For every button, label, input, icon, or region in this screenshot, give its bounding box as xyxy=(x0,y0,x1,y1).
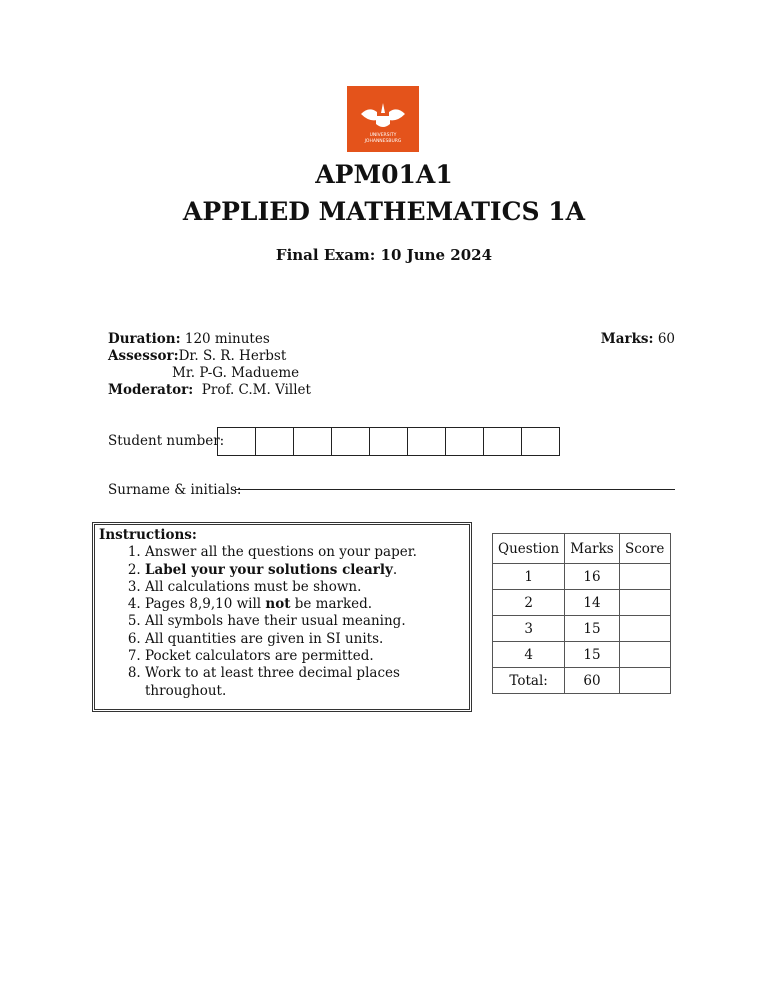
course-code: APM01A1 xyxy=(315,160,453,189)
surname-label: Surname & initials: xyxy=(108,482,242,498)
moderator-line: Moderator: Prof. C.M. Villet xyxy=(108,382,311,398)
digit-box[interactable] xyxy=(408,427,446,456)
assessor-line: Assessor:Dr. S. R. Herbst xyxy=(108,348,287,364)
instruction-item: 4. Pages 8,9,10 will not be marked. xyxy=(145,596,465,613)
table-row xyxy=(493,616,671,642)
surname-line[interactable] xyxy=(235,489,675,490)
digit-box[interactable] xyxy=(294,427,332,456)
instructions-title: Instructions: xyxy=(99,527,197,543)
column-header: Question xyxy=(493,534,565,564)
digit-box[interactable] xyxy=(446,427,484,456)
marks-table xyxy=(492,533,671,694)
score-cell[interactable] xyxy=(619,564,670,590)
assessor-line-2: Mr. P-G. Madueme xyxy=(172,365,300,381)
table-row xyxy=(493,564,671,590)
digit-box[interactable] xyxy=(522,427,560,456)
table-cell: 3 xyxy=(493,616,565,642)
table-cell: 1 xyxy=(493,564,565,590)
instruction-item: 1. Answer all the questions on your paper. xyxy=(145,544,465,561)
score-cell[interactable] xyxy=(619,642,670,668)
instruction-item: 5. All symbols have their usual meaning. xyxy=(145,613,465,630)
table-row xyxy=(493,668,671,694)
digit-box[interactable] xyxy=(484,427,522,456)
instruction-item: 7. Pocket calculators are permitted. xyxy=(145,648,465,665)
table-header xyxy=(493,534,671,564)
table-cell: 16 xyxy=(565,564,619,590)
table-cell: 15 xyxy=(565,616,619,642)
column-header: Score xyxy=(619,534,670,564)
exam-subtitle: Final Exam: 10 June 2024 xyxy=(275,246,493,264)
table-cell: 4 xyxy=(493,642,565,668)
total-marks: Marks: 60 xyxy=(600,331,675,347)
table-cell: 15 xyxy=(565,642,619,668)
course-title: APPLIED MATHEMATICS 1A xyxy=(182,197,586,226)
column-header: Marks xyxy=(565,534,619,564)
score-cell[interactable] xyxy=(619,616,670,642)
table-cell: 60 xyxy=(565,668,619,694)
digit-box[interactable] xyxy=(218,427,256,456)
instructions-list xyxy=(99,544,465,700)
svg-text:UNIVERSITY: UNIVERSITY xyxy=(369,133,397,138)
instruction-item: 3. All calculations must be shown. xyxy=(145,579,465,596)
university-logo xyxy=(347,86,419,152)
table-cell: 14 xyxy=(565,590,619,616)
table-cell: 2 xyxy=(493,590,565,616)
svg-text:JOHANNESBURG: JOHANNESBURG xyxy=(364,139,402,144)
digit-box[interactable] xyxy=(370,427,408,456)
table-cell: Total: xyxy=(493,668,565,694)
table-row xyxy=(493,642,671,668)
table-row xyxy=(493,590,671,616)
score-cell[interactable] xyxy=(619,668,670,694)
instruction-item: 2. Label your your solutions clearly. xyxy=(145,562,465,579)
instruction-item: 8. Work to at least three decimal places throughout. xyxy=(145,665,465,700)
digit-box[interactable] xyxy=(332,427,370,456)
instruction-item: 6. All quantities are given in SI units. xyxy=(145,631,465,648)
digit-box[interactable] xyxy=(256,427,294,456)
student-number-label: Student number: xyxy=(108,433,225,449)
student-number-boxes[interactable] xyxy=(217,427,560,456)
instructions-box xyxy=(92,522,472,712)
duration-line: Duration: 120 minutes xyxy=(108,331,270,347)
score-cell[interactable] xyxy=(619,590,670,616)
